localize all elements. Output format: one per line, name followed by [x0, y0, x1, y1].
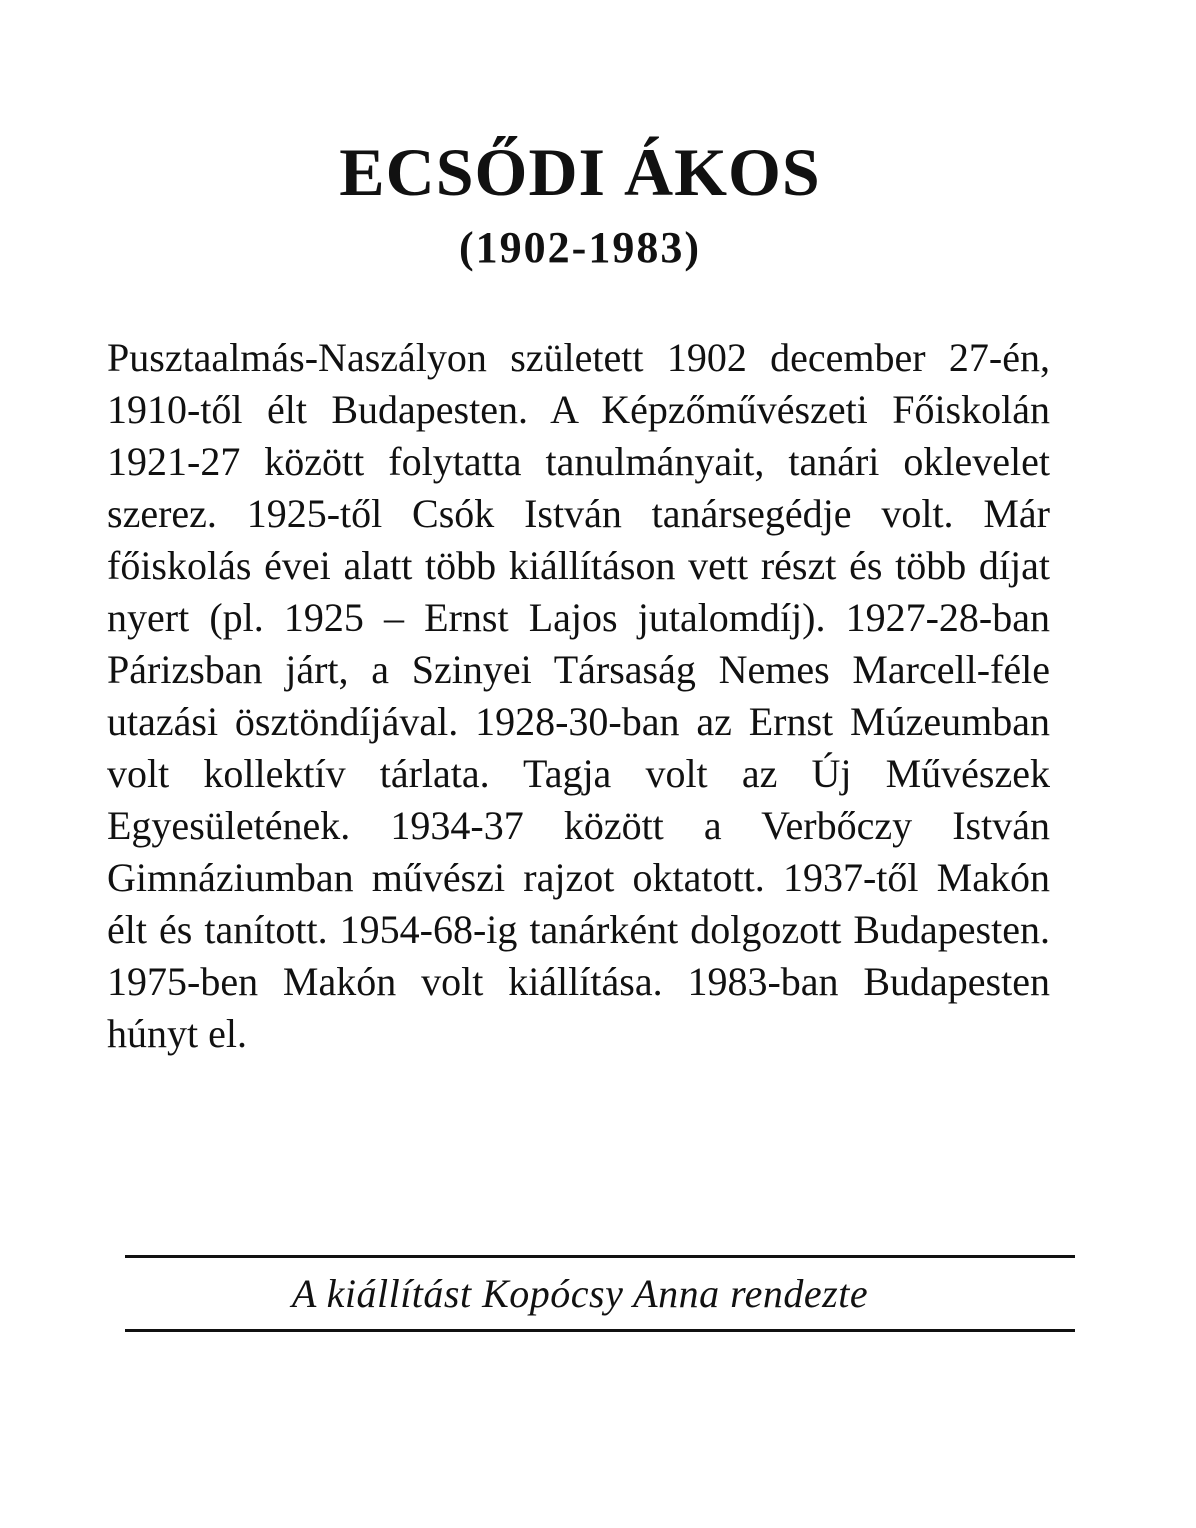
- biography-paragraph: Pusztaalmás-Naszályon született 1902 december 27-én, 1910-től élt Budapesten. A Képzőművészeti Főiskolán 1921-27 között folytatta tanulmányait, tanári oklevelet szerez. 1925-től Csók István tanársegédje volt. Már főiskolás évei alatt több kiállításon vett részt és több díjat nyert (pl. 1925 – Ernst Lajos jutalomdíj). 1927-28-ban Párizsban járt, a Szinyei Társaság Nemes Marcell-féle utazási ösztöndíjával. 1928-30-ban az Ernst Múzeumban volt kollektív tárlata. Tagja volt az Új Művészek Egyesületének. 1934-37 között a Verbőczy István Gimnáziumban művészi rajzot oktatott. 1937-től Makón élt és tanított. 1954-68-ig tanárként dolgozott Budapesten. 1975-ben Makón volt kiállítása. 1983-ban Budapesten húnyt el.: [107, 335, 1050, 1056]
- footer-bottom-rule: [125, 1329, 1075, 1332]
- footer-top-rule: [125, 1255, 1075, 1258]
- exhibition-credit: A kiállítást Kopócsy Anna rendezte: [291, 1271, 869, 1316]
- artist-lifespan: (1902-1983): [459, 223, 701, 272]
- artist-name-heading: ECSŐDI ÁKOS: [339, 134, 821, 210]
